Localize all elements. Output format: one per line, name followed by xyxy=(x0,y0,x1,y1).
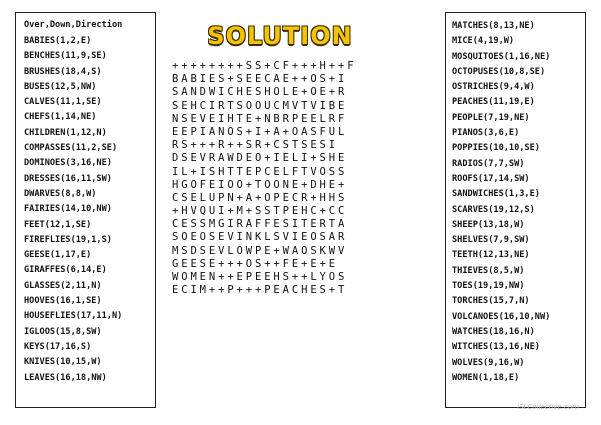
grid-row: GEESE+++OS++FE+E+E xyxy=(172,257,338,270)
word-list-item: GLASSES(2,11,N) xyxy=(24,280,102,291)
grid-row: ECIM++P+++PEACHES+T xyxy=(172,284,348,297)
word-list-item: TOES(19,19,NW) xyxy=(452,281,525,292)
word-list-item: WATCHES(18,16,N) xyxy=(452,326,535,337)
word-list-item: BABIES(1,2,E) xyxy=(24,36,92,46)
word-list-item: DWARVES(8,8,W) xyxy=(24,188,97,199)
word-list-item: TEETH(12,13,NE) xyxy=(452,250,530,261)
left-word-list-panel xyxy=(15,12,156,408)
word-list-item: FIREFLIES(19,1,S) xyxy=(24,234,112,245)
grid-row: WOMEN++EPEEHS++LYOS xyxy=(172,271,348,283)
grid-row: IL+ISHTTEPCELFTVOSS xyxy=(172,165,348,178)
word-list-item: COMPASSES(11,2,SE) xyxy=(24,143,118,154)
word-list-item: TORCHES(15,7,N) xyxy=(452,296,530,307)
grid-row: NSEVEIHTE+NBRPEELRF xyxy=(172,112,348,125)
grid-row: SOEOSEVINKLSVIEOSAR xyxy=(172,231,348,244)
grid-row: CSELUPN+A+OPECR+HHS xyxy=(172,191,348,204)
word-list-item: SCARVES(19,12,S) xyxy=(452,204,535,215)
grid-row: BABIES+SEECAE++OS+I xyxy=(172,73,348,86)
page-title: SOLUTION xyxy=(207,22,353,50)
word-search-grid xyxy=(172,60,356,297)
word-list-item: WOLVES(9,16,W) xyxy=(452,357,525,368)
word-list-item: POPPIES(10,10,SE) xyxy=(452,143,540,154)
word-list-item: DRESSES(16,11,SW) xyxy=(24,173,112,184)
word-list-item: WOMEN(1,18,E) xyxy=(452,372,520,383)
word-list-item: OCTOPUSES(10,8,SE) xyxy=(452,66,546,77)
word-list-item: CALVES(11,1,SE) xyxy=(24,97,102,108)
word-list-item: ROOFS(17,14,SW) xyxy=(452,173,530,184)
word-list-item: GEESE(1,17,E) xyxy=(24,250,92,261)
word-list-item: MOSQUITOES(1,16,NE) xyxy=(452,51,551,62)
word-list-item: MICE(4,19,W) xyxy=(452,36,515,47)
list-header: Over,Down,Direction xyxy=(24,20,123,30)
word-list-item: PEOPLE(7,19,NE) xyxy=(452,112,530,123)
word-list-item: DOMINOES(3,16,NE) xyxy=(24,158,112,169)
word-list-item: VOLCANOES(16,10,NW) xyxy=(452,311,551,322)
word-list-item: MATCHES(8,13,NE) xyxy=(452,21,535,31)
word-list-item: FAIRIES(14,10,NW) xyxy=(24,204,112,215)
grid-row: RS+++R++SR+CSTSESI xyxy=(172,139,338,152)
word-list-item: HOOVES(16,1,SE) xyxy=(24,296,102,307)
grid-row: SANDWICHESHOLE+OE+R xyxy=(172,86,348,99)
word-list-item: PIANOS(3,6,E) xyxy=(452,128,520,139)
word-list-item: HOUSEFLIES(17,11,N) xyxy=(24,311,123,322)
word-list-item: WITCHES(13,16,NE) xyxy=(452,342,540,353)
left-word-list xyxy=(24,34,155,386)
word-list-item: CHILDREN(1,12,N) xyxy=(24,127,107,138)
word-list-item: SHELVES(7,9,SW) xyxy=(452,235,530,246)
grid-row: MSDSEVLOWPE+WAOSKWV xyxy=(172,244,348,257)
word-list-item: SANDWICHES(1,3,E) xyxy=(452,189,540,200)
word-list-item: BENCHES(11,9,SE) xyxy=(24,51,107,62)
word-list-item: CHEFS(1,14,NE) xyxy=(24,112,97,123)
word-list-item: SHEEP(13,18,W) xyxy=(452,219,525,230)
word-list-item: KNIVES(10,15,W) xyxy=(24,357,102,368)
word-list-item: IGLOOS(15,8,SW) xyxy=(24,326,102,337)
grid-row: SEHCIRTSOOUCMVTVIBE xyxy=(172,99,348,112)
word-list-item: FEET(12,1,SE) xyxy=(24,219,92,230)
word-list-item: OSTRICHES(9,4,W) xyxy=(452,82,535,93)
watermark: iSLCollective.com xyxy=(517,403,579,411)
word-list-item: LEAVES(16,18,NW) xyxy=(24,372,107,383)
word-list-item: PEACHES(11,19,E) xyxy=(452,97,535,108)
grid-row: CESSMGIRAFFESITERTA xyxy=(172,218,348,231)
word-list-item: KEYS(17,16,S) xyxy=(24,341,92,352)
right-word-list-panel xyxy=(445,12,586,408)
grid-row: DSEVRAWDEO+IELI+SHE xyxy=(172,152,348,165)
grid-row: ++++++++SS+CF+++H++F xyxy=(172,60,357,72)
right-word-list xyxy=(452,19,585,386)
word-list-item: GIRAFFES(6,14,E) xyxy=(24,265,107,276)
word-list-item: RADIOS(7,7,SW) xyxy=(452,158,525,169)
grid-row: +HVQUI+M+SSTPEHC+CC xyxy=(172,205,348,218)
word-list-item: BRUSHES(18,4,S) xyxy=(24,66,102,77)
grid-row: HGOFEIOO+TOONE+DHE+ xyxy=(172,178,348,191)
word-list-item: THIEVES(8,5,W) xyxy=(452,265,525,276)
word-list-item: BUSES(12,5,NW) xyxy=(24,81,97,92)
grid-row: EEPIANOS+I+A+OASFUL xyxy=(172,125,348,138)
